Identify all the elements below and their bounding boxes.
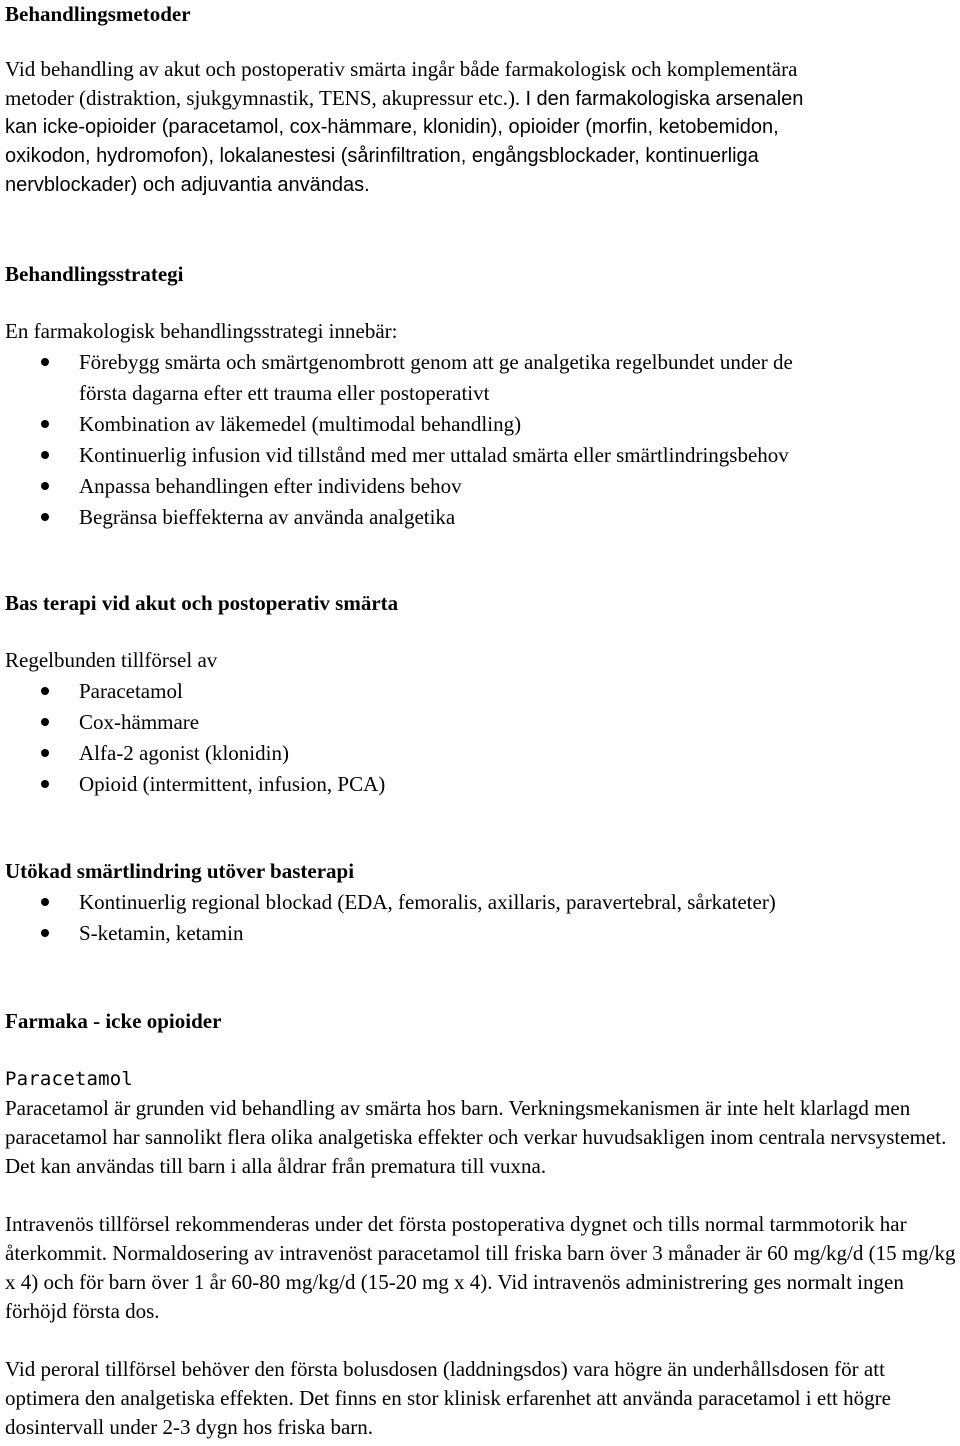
- heading-behandlingsstrategi: Behandlingsstrategi: [5, 262, 184, 286]
- list-item: [0, 887, 776, 918]
- list-item: [0, 440, 793, 471]
- metoder-line-4: oxikodon, hydromofon), lokalanestesi (sårinfiltration, engångsblockader, kontinuerliga: [5, 145, 759, 167]
- bullet-icon: [41, 898, 49, 906]
- list-item: [0, 676, 385, 707]
- list-item-text: Paracetamol: [79, 679, 183, 703]
- bullet-icon: [41, 482, 49, 490]
- list-item-text: Begränsa bieffekterna av använda analgetika: [79, 505, 456, 529]
- utokad-list: [0, 887, 776, 949]
- list-item-text: Kontinuerlig regional blockad (EDA, femoralis, axillaris, paravertebral, sårkateter): [79, 890, 776, 914]
- bullet-icon: [41, 420, 49, 428]
- list-item-text: Opioid (intermittent, infusion, PCA): [79, 772, 386, 796]
- paracetamol-paragraph-2: Intravenös tillförsel rekommenderas under det första postoperativa dygnet och tills normal tarmmotorik har återkommit. Normaldosering av intravenöst paracetamol till friska barn över 3 månader är 60 mg/kg/d (15 mg/kg x 4) och för barn över 1 år 60-80 mg/kg/d (15-20 mg x 4). Vid intravenös administrering ges normalt ingen förhöjd första dos.: [5, 1212, 956, 1323]
- strategi-list: [0, 347, 793, 533]
- heading-utokad-smartlindring: Utökad smärtlindring utöver basterapi: [5, 859, 355, 883]
- list-item: [0, 502, 793, 533]
- list-item-text: Alfa-2 agonist (klonidin): [79, 741, 289, 765]
- list-item-text: Förebygg smärta och smärtgenombrott genom att ge analgetika regelbundet under de: [79, 350, 793, 374]
- bas-list: [0, 676, 385, 800]
- paracetamol-paragraph-3: Vid peroral tillförsel behöver den första bolusdosen (laddningsdos) vara högre än underhållsdosen för att optimera den analgetiska effekten. Det finns en stor klinisk erfarenhet att använda paracetamol i ett högre dosintervall under 2-3 dygn hos friska barn.: [5, 1357, 891, 1439]
- heading-behandlingsmetoder: Behandlingsmetoder: [5, 2, 191, 26]
- list-item-text: Anpassa behandlingen efter individens behov: [79, 474, 462, 498]
- bullet-icon: [41, 929, 49, 937]
- bullet-icon: [41, 513, 49, 521]
- metoder-line-2: [5, 84, 803, 114]
- metoder-line-2-serif: metoder (distraktion, sjukgymnastik, TENS, akupressur etc.).: [5, 86, 526, 110]
- bullet-icon: [41, 718, 49, 726]
- list-item: [0, 347, 793, 409]
- strategi-intro: En farmakologisk behandlingsstrategi innebär:: [5, 319, 398, 343]
- list-item-text: Cox-hämmare: [79, 710, 200, 734]
- list-item: [0, 769, 385, 800]
- bullet-icon: [41, 780, 49, 788]
- metoder-line-1: Vid behandling av akut och postoperativ smärta ingår både farmakologisk och komplementära: [5, 57, 798, 81]
- metoder-line-5: nervblockader) och adjuvantia användas.: [5, 174, 370, 196]
- metoder-line-3: kan icke-opioider (paracetamol, cox-hämmare, klonidin), opioider (morfin, ketobemidon,: [5, 116, 779, 138]
- bas-intro: Regelbunden tillförsel av: [5, 648, 218, 672]
- list-item: [0, 409, 793, 440]
- list-item-text: Kontinuerlig infusion vid tillstånd med mer uttalad smärta eller smärtlindringsbehov: [79, 443, 789, 467]
- bullet-icon: [41, 749, 49, 757]
- paracetamol-paragraph-1: Paracetamol är grunden vid behandling av smärta hos barn. Verkningsmekanismen är inte helt klarlagd men paracetamol har sannolikt flera olika analgetiska effekter och verkar huvudsakligen inom centrala nervsystemet. Det kan användas till barn i alla åldrar från prematura till vuxna.: [5, 1096, 947, 1178]
- list-item: [0, 738, 385, 769]
- list-item-text-continued: första dagarna efter ett trauma eller postoperativt: [79, 381, 490, 405]
- list-item: [0, 471, 793, 502]
- heading-farmaka-icke-opioider: Farmaka - icke opioider: [5, 1009, 222, 1033]
- list-item: [0, 918, 776, 949]
- list-item-text: S-ketamin, ketamin: [79, 921, 244, 945]
- metoder-line-2-sans: I den farmakologiska arsenalen: [525, 88, 804, 110]
- list-item: [0, 707, 385, 738]
- bullet-icon: [41, 451, 49, 459]
- heading-bas-terapi: Bas terapi vid akut och postoperativ smärta: [5, 591, 399, 615]
- bullet-icon: [41, 687, 49, 695]
- list-item-text: Kombination av läkemedel (multimodal behandling): [79, 412, 522, 436]
- bullet-icon: [41, 358, 49, 366]
- subheading-paracetamol: Paracetamol: [5, 1068, 134, 1090]
